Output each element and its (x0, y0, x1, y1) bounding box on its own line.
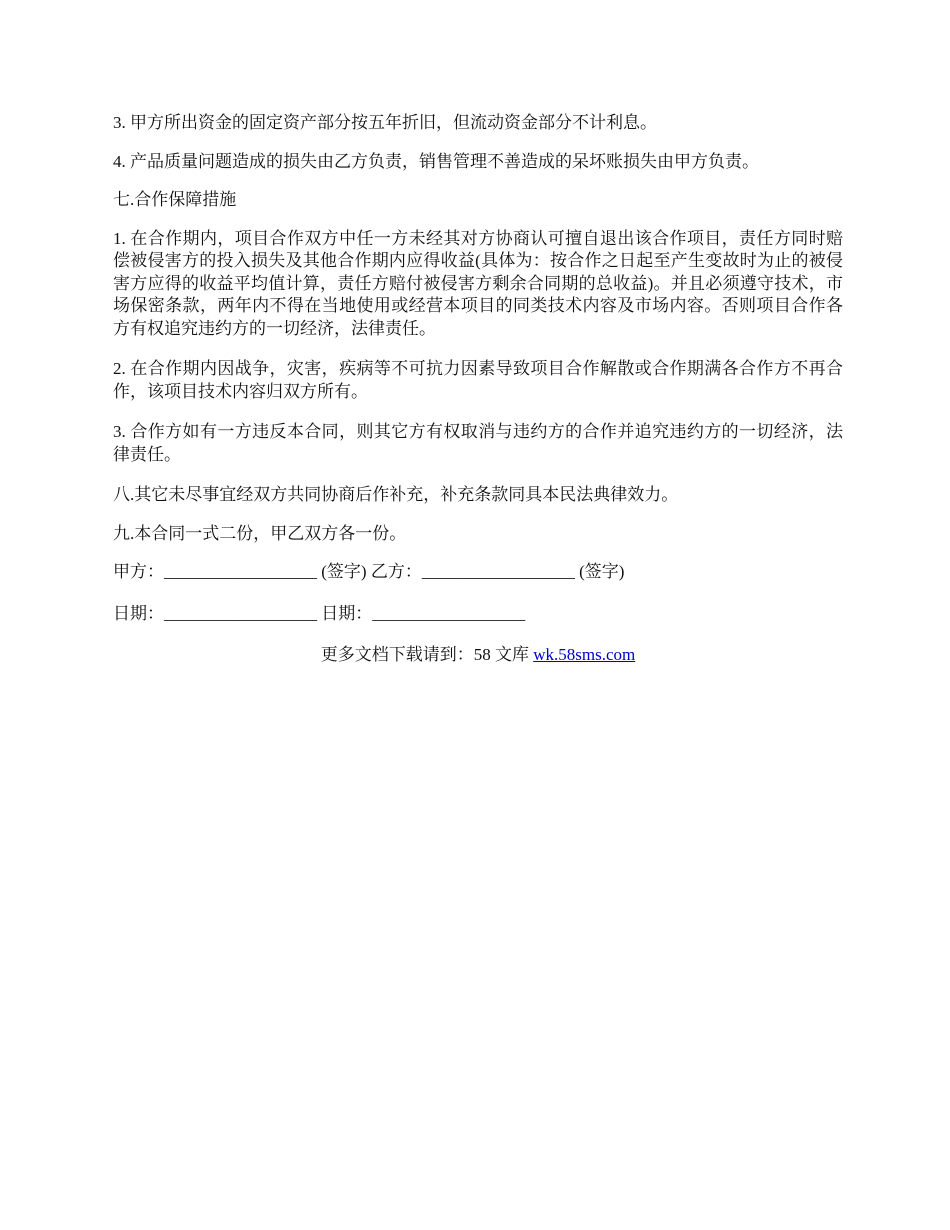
document-body (113, 112, 843, 667)
paragraph-clause-3-depreciation: 3. 甲方所出资金的固定资产部分按五年折旧，但流动资金部分不计利息。 (113, 113, 657, 132)
paragraph-guarantee-3: 3. 合作方如有一方违反本合同，则其它方有权取消与违约方的合作并追究违约方的一切经济，法律责任。 (113, 422, 843, 464)
footer (113, 644, 843, 667)
paragraph-guarantee-1: 1. 在合作期内，项目合作双方中任一方未经其对方协商认可擅自退出该合作项目，责任方同时赔偿被侵害方的投入损失及其他合作期内应得收益(具体为：按合作之日起至产生变故时为止的被侵害方应得的收益平均值计算，责任方赔付被侵害方剩余合同期的总收益)。并且必须遵守技术，市场保密条款，两年内不得在当地使用或经营本项目的同类技术内容及市场内容。否则项目合作各方有权追究违约方的一切经济，法律责任。 (113, 228, 843, 338)
signature-line-parties: 甲方：__________________ (签字) 乙方：__________________ (签字) (113, 562, 625, 581)
paragraph-clause-4-losses: 4. 产品质量问题造成的损失由乙方负责，销售管理不善造成的呆坏账损失由甲方负责。 (113, 151, 759, 171)
section-heading-7: 七.合作保障措施 (113, 190, 237, 209)
section-heading-9: 九.本合同一式二份，甲乙双方各一份。 (113, 523, 407, 543)
footer-link[interactable]: wk.58sms.com (533, 645, 636, 664)
section-heading-8: 八.其它未尽事宜经双方共同协商后作补充，补充条款同具本民法典律效力。 (113, 485, 679, 504)
signature-line-dates: 日期：__________________ 日期：__________________ (113, 603, 526, 623)
footer-text: 更多文档下载请到：58 文库 (320, 645, 534, 664)
paragraph-guarantee-2: 2. 在合作期内因战争，灾害，疾病等不可抗力因素导致项目合作解散或合作期满各合作方不再合作，该项目技术内容归双方所有。 (113, 359, 843, 401)
